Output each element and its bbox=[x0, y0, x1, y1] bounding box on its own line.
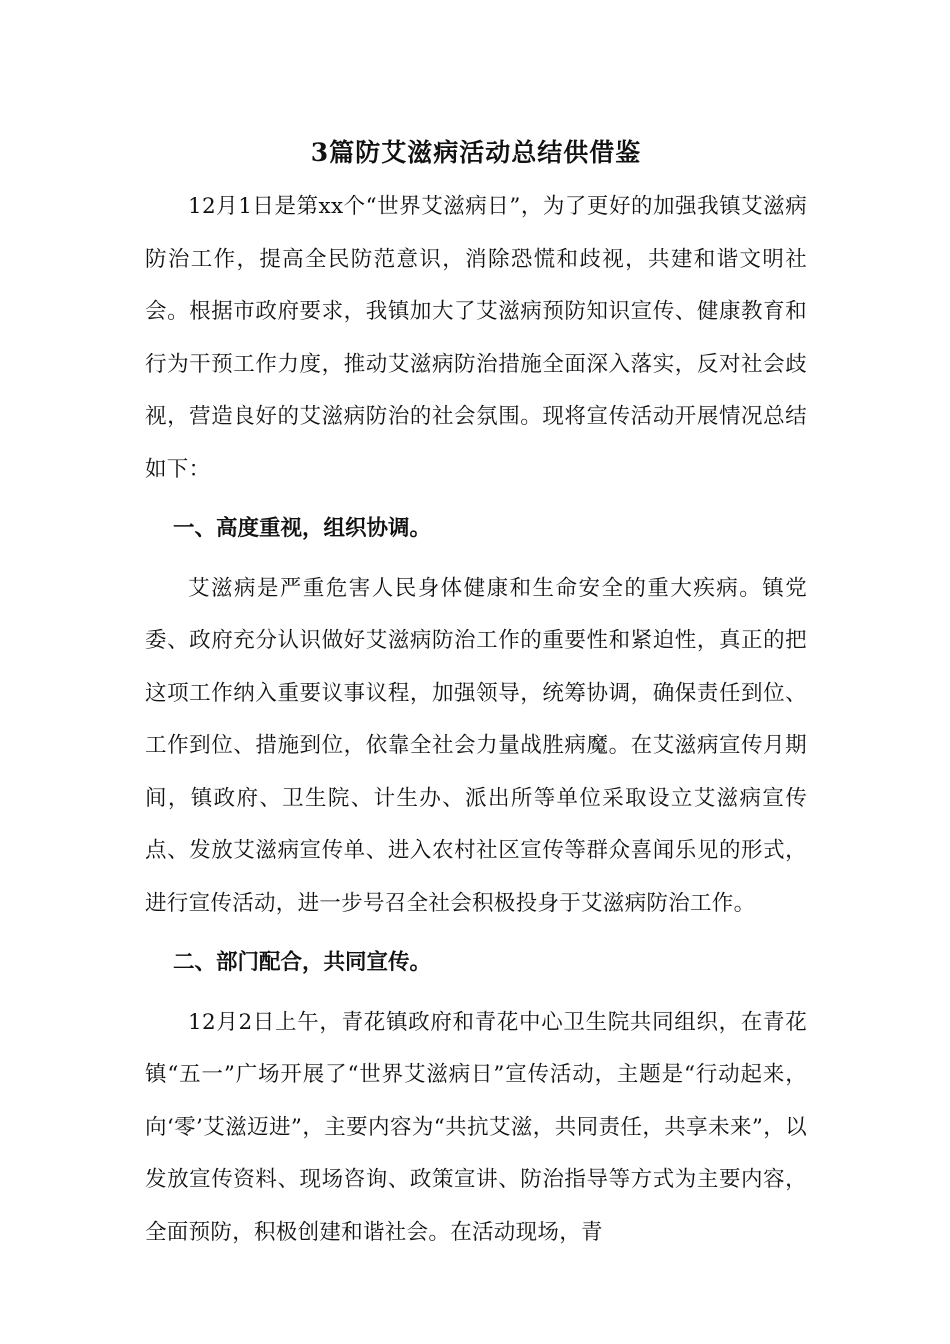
document-title: 3篇防艾滋病活动总结供借鉴 bbox=[310, 138, 642, 167]
section-1-heading: 一、高度重视，组织协调。 bbox=[172, 516, 431, 541]
intro-paragraph: 12月1日是第xx个“世界艾滋病日”，为了更好的加强我镇艾滋病防治工作，提高全民防范意识，消除恐慌和歧视，共建和谐文明社会。根据市政府要求，我镇加大了艾滋病预防知识宣传、健康教育和行为干预工作力度，推动艾滋病防治措施全面深入落实，反对社会歧视，营造良好的艾滋病防治的社会氛围。现将宣传活动开展情况总结如下： bbox=[145, 194, 807, 482]
section-1-paragraph: 艾滋病是严重危害人民身体健康和生命安全的重大疾病。镇党委、政府充分认识做好艾滋病防治工作的重要性和紧迫性，真正的把这项工作纳入重要议事议程，加强领导，统筹协调，确保责任到位、工作到位、措施到位，依靠全社会力量战胜病魔。在艾滋病宣传月期间，镇政府、卫生院、计生办、派出所等单位采取设立艾滋病宣传点、发放艾滋病宣传单、进入农村社区宣传等群众喜闻乐见的形式，进行宣传活动，进一步号召全社会积极投身于艾滋病防治工作。 bbox=[145, 575, 807, 916]
section-2-heading: 二、部门配合，共同宣传。 bbox=[172, 950, 431, 975]
document-content bbox=[145, 133, 807, 1259]
section-2-paragraph: 12月2日上午，青花镇政府和青花中心卫生院共同组织，在青花镇“五一”广场开展了“世界艾滋病日”宣传活动，主题是“行动起来，向‘零’艾滋迈进”，主要内容为“共抗艾滋，共同责任，共享未来”，以发放宣传资料、现场咨询、政策宣讲、防治指导等方式为主要内容，全面预防，积极创建和谐社会。在活动现场，青 bbox=[145, 1009, 807, 1245]
